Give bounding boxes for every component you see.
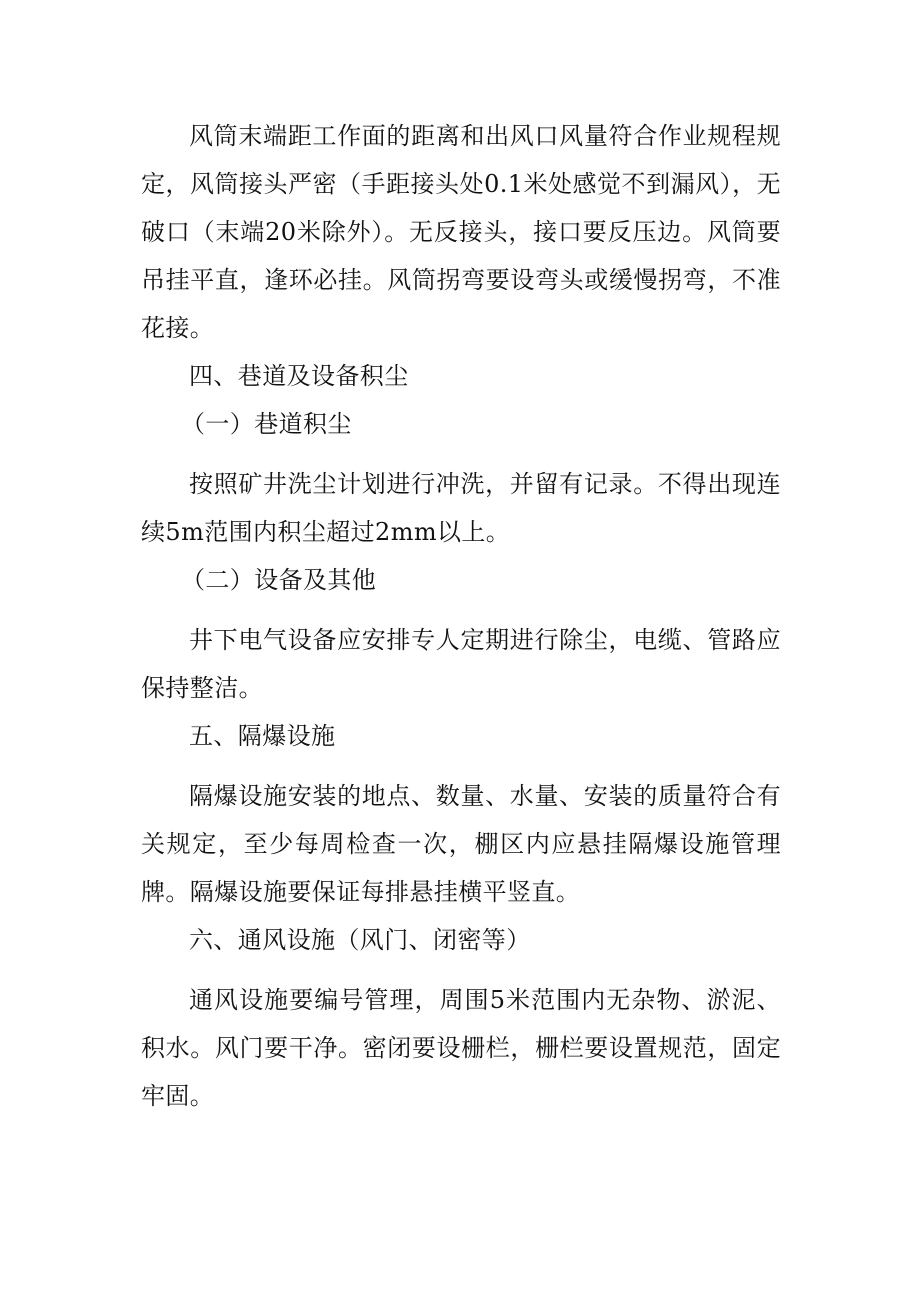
section-heading-roadway-dust: 四、巷道及设备积尘 <box>189 362 409 390</box>
paragraph-roadway-dust: 按照矿井洗尘计划进行冲洗，并留有记录。不得出现连续5m范围内积尘超过2mm以上。 <box>141 470 781 546</box>
section-heading-ventilation: 六、通风设施（风门、闭密等） <box>189 926 531 954</box>
subsection-heading-roadway-dust: （一）巷道积尘 <box>181 410 352 438</box>
paragraph-equipment-dust: 井下电气设备应安排专人定期进行除尘，电缆、管路应保持整洁。 <box>141 626 781 702</box>
paragraph-explosion-barrier: 隔爆设施安装的地点、数量、水量、安装的质量符合有关规定，至少每周检查一次，棚区内应悬挂隔爆设施管理牌。隔爆设施要保证每排悬挂横平竖直。 <box>141 782 781 906</box>
document-page <box>141 112 781 1120</box>
paragraph-air-duct: 风筒末端距工作面的距离和出风口风量符合作业规程规定，风筒接头严密（手距接头处0.1米处感觉不到漏风），无破口（末端20米除外）。无反接头，接口要反压边。风筒要吊挂平直，逢环必挂。风筒拐弯要设弯头或缓慢拐弯，不准花接。 <box>141 122 781 342</box>
paragraph-ventilation: 通风设施要编号管理，周围5米范围内无杂物、淤泥、积水。风门要干净。密闭要设栅栏，栅栏要设置规范，固定牢固。 <box>141 986 781 1110</box>
section-heading-explosion-barrier: 五、隔爆设施 <box>189 722 336 750</box>
subsection-heading-equipment: （二）设备及其他 <box>181 566 377 594</box>
